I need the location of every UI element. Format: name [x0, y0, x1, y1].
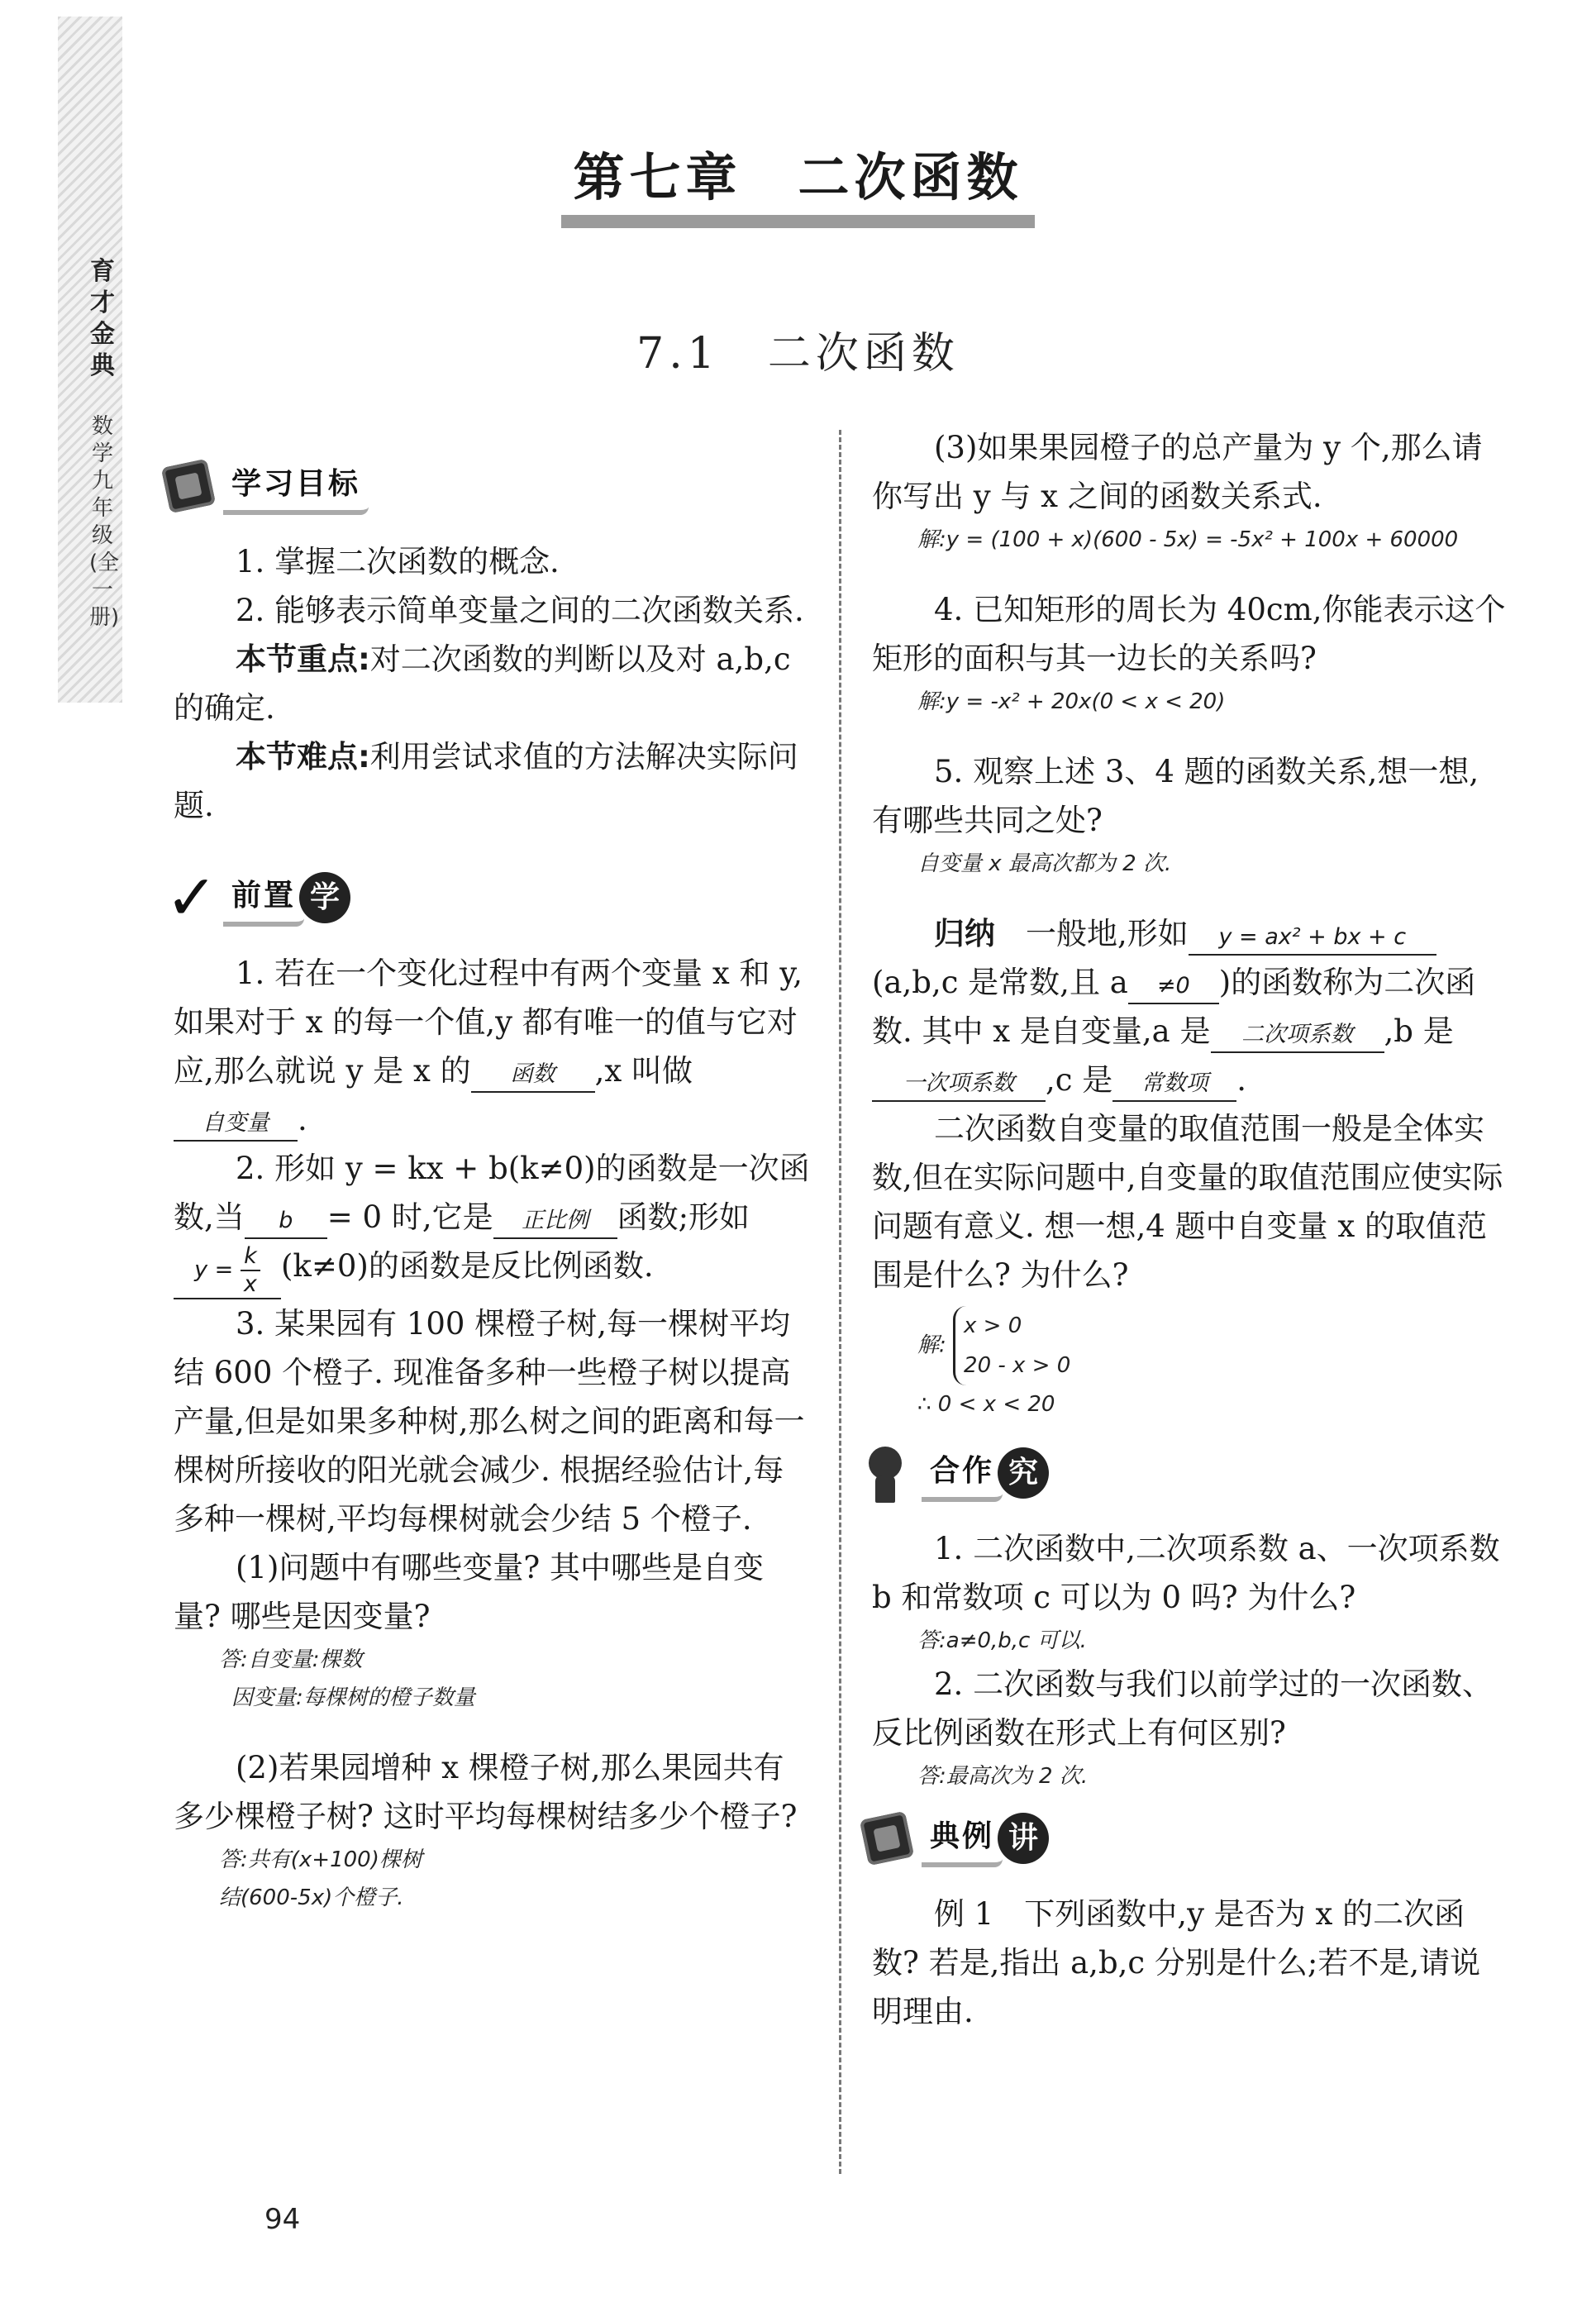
- difficult-point-label: 本节难点:: [236, 739, 370, 775]
- cooperation-answer-1: 答:a≠0,b,c 可以.: [917, 1628, 1087, 1653]
- cube-icon: [864, 1812, 922, 1865]
- range-solution-label: 解:: [917, 1332, 946, 1358]
- cooperation-question-1: 1. 二次函数中,二次项系数 a、一次项系数 b 和常数项 c 可以为 0 吗? 为什么?: [872, 1531, 1500, 1615]
- range-result: ∴ 0 < x < 20: [917, 1392, 1055, 1417]
- summary-blank-5: 常数项: [1112, 1067, 1236, 1102]
- answer-3-1-line-2: 因变量:每棵树的橙子数量: [231, 1685, 475, 1710]
- summary-text-d: ,b 是: [1384, 1013, 1454, 1049]
- column-divider: [839, 430, 841, 2174]
- key-point-label: 本节重点:: [236, 641, 370, 677]
- figure-icon: [864, 1447, 922, 1499]
- q2-answer-blank-2: 正比例: [493, 1204, 617, 1239]
- cooperation-answer-2: 答:最高次为 2 次.: [917, 1764, 1089, 1789]
- inequality-1: x > 0: [964, 1313, 1022, 1338]
- learning-goals-header: [165, 451, 810, 521]
- answer-3-3: 解:y = (100 + x)(600 - 5x) = -5x² + 100x + 60000: [917, 527, 1459, 552]
- side-subject-label: 数学 九年级(全一册): [89, 414, 120, 630]
- summary-text-e: ,c 是: [1046, 1062, 1113, 1098]
- cooperation-question-2: 2. 二次函数与我们以前学过的一次函数、反比例函数在形式上有何区别?: [872, 1666, 1494, 1751]
- q2-answer-blank-3: [174, 1243, 281, 1299]
- summary-label: 归纳: [934, 916, 995, 951]
- summary-text-c: )的函数称为二次函数. 其中 x 是自变量,a 是: [872, 965, 1476, 1049]
- cooperation-header: [864, 1438, 1508, 1508]
- q1-text-a: 1. 若在一个变化过程中有两个变量 x 和 y,如果对于 x 的每一个值,y 都有唯一的值与它对应,那么就说 y 是 x 的: [174, 956, 803, 1089]
- chapter-title: 第七章 二次函数: [561, 149, 1034, 228]
- preview-title: 前置: [223, 870, 304, 927]
- answer-3-2-line-1: 答:共有(x+100)棵树: [219, 1847, 422, 1872]
- q2-frac-lhs: y =: [194, 1256, 234, 1282]
- summary-paragraph: [872, 909, 1508, 1104]
- question-4: 4. 已知矩形的周长为 40cm,你能表示这个矩形的面积与其一边长的关系吗?: [872, 592, 1506, 676]
- example-1: 例 1 下列函数中,y 是否为 x 的二次函数? 若是,指出 a,b,c 分别是什么;若不是,请说明理由.: [872, 1896, 1481, 2029]
- q1-text-b: ,x 叫做: [594, 1053, 693, 1089]
- summary-text-b: (a,b,c 是常数,且 a: [872, 965, 1128, 1000]
- page-number: 94: [264, 2203, 301, 2236]
- difficult-point: [174, 732, 810, 830]
- cooperation-title-circle: 究: [998, 1447, 1049, 1499]
- chapter-heading: [0, 149, 1596, 228]
- right-column: [872, 423, 1508, 2036]
- question-3-2: (2)若果园增种 x 棵橙子树,那么果园共有多少棵橙子树? 这时平均每棵树结多少个橙子?: [174, 1749, 798, 1834]
- q2-text-c: 函数;形如: [617, 1199, 750, 1235]
- summary-text-f: .: [1236, 1062, 1247, 1098]
- example-header: [864, 1804, 1508, 1873]
- q2-frac-numerator: k: [241, 1243, 260, 1271]
- checkmark-figure-icon: ✓: [165, 860, 218, 934]
- left-column: [165, 446, 810, 1917]
- cooperation-title: 合作: [922, 1445, 1003, 1502]
- summary-blank-1: y = ax² + bx + c: [1189, 921, 1436, 956]
- preview-question-3: 3. 某果园有 100 棵橙子树,每一棵树平均结 600 个橙子. 现准备多种一些橙子树以提高产量,但是如果多种树,那么树之间的距离和每一棵树所接收的阳光就会减少. 根据经验估计,每多种一棵树,平均每棵树就会少结 5 个橙子.: [174, 1305, 805, 1537]
- preview-header: [165, 860, 810, 934]
- key-point-text: 对二次函数的判断以及对 a,b,c 的确定.: [174, 641, 791, 726]
- summary-blank-2: ≠0: [1128, 970, 1219, 1004]
- q2-frac-denominator: x: [243, 1270, 257, 1297]
- q1-answer-blank-2: 自变量: [174, 1107, 298, 1142]
- summary-blank-3: 二次项系数: [1211, 1018, 1384, 1053]
- preview-question-1: [174, 949, 810, 1144]
- question-3-1: (1)问题中有哪些变量? 其中哪些是自变量? 哪些是因变量?: [174, 1549, 765, 1634]
- side-brand-label: 育才金典: [90, 257, 115, 380]
- question-3-3: (3)如果果园橙子的总产量为 y 个,那么请你写出 y 与 x 之间的函数关系式.: [872, 430, 1483, 514]
- range-solution: [872, 1306, 1508, 1385]
- example-title: 典例: [922, 1810, 1003, 1867]
- q2-text-d: (k≠0)的函数是反比例函数.: [281, 1248, 654, 1284]
- difficult-point-text: 利用尝试求值的方法解决实际问题.: [174, 739, 798, 823]
- inequality-system: [953, 1306, 1070, 1385]
- q2-fraction: [241, 1243, 260, 1298]
- answer-4: 解:y = -x² + 20x(0 < x < 20): [917, 689, 1226, 714]
- cube-icon: [165, 460, 223, 512]
- answer-3-1-line-1: 答:自变量:棵数: [219, 1647, 363, 1672]
- summary-blank-4: 一次项系数: [872, 1067, 1046, 1102]
- section-title: 7.1 二次函数: [636, 329, 960, 379]
- q2-answer-blank-1: b: [245, 1204, 327, 1239]
- goal-1: 1. 掌握二次函数的概念.: [236, 544, 560, 579]
- preview-title-circle: 学: [299, 872, 350, 923]
- key-point: [174, 635, 810, 732]
- answer-5: 自变量 x 最高次都为 2 次.: [917, 851, 1172, 876]
- example-title-circle: 讲: [998, 1813, 1049, 1864]
- question-5: 5. 观察上述 3、4 题的函数关系,想一想,有哪些共同之处?: [872, 754, 1479, 838]
- answer-3-2-line-2: 结(600-5x)个橙子.: [219, 1885, 404, 1910]
- q2-text-a: 2. 形如 y = kx + b(k≠0)的函数是一次函数,当: [174, 1151, 810, 1235]
- goal-2: 2. 能够表示简单变量之间的二次函数关系.: [236, 593, 804, 628]
- summary-text-a: 一般地,形如: [1026, 916, 1189, 951]
- learning-goals-title: 学习目标: [223, 458, 369, 515]
- q1-text-c: .: [298, 1102, 307, 1137]
- inequality-2: 20 - x > 0: [964, 1353, 1071, 1378]
- range-paragraph: 二次函数自变量的取值范围一般是全体实数,但在实际问题中,自变量的取值范围应使实际问题有意义. 想一想,4 题中自变量 x 的取值范围是什么? 为什么?: [872, 1111, 1503, 1293]
- q1-answer-blank-1: 函数: [471, 1058, 595, 1093]
- preview-question-2: [174, 1144, 810, 1299]
- q2-text-b: = 0 时,它是: [326, 1199, 493, 1235]
